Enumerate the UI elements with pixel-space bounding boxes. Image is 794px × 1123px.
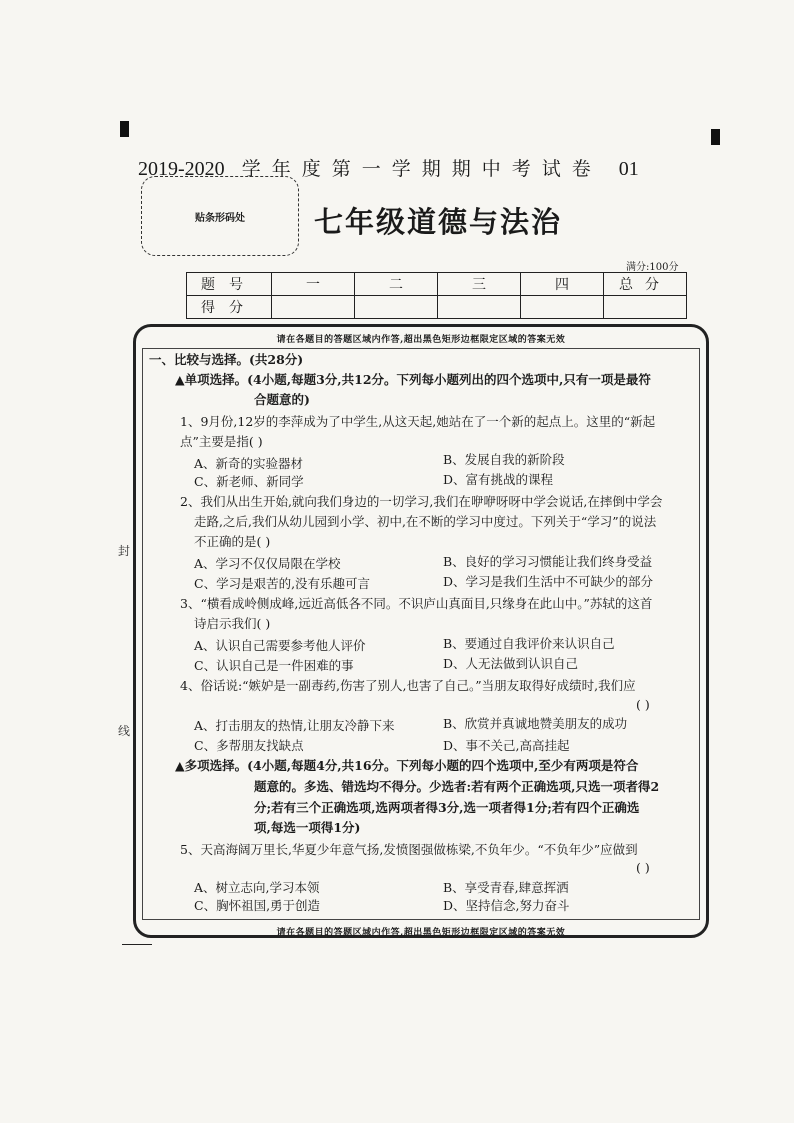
registration-mark-right: [711, 129, 720, 145]
side-char-line: 线: [118, 724, 131, 738]
q3-stem: 3、“横看成岭侧成峰,远近高低各不同。不识庐山真面目,只缘身在此山中。”苏轼的这首: [180, 596, 653, 611]
score-table-header-row: [187, 273, 687, 296]
q4-option-c[interactable]: C、多帮朋友找缺点: [194, 738, 304, 753]
score-input-total[interactable]: [604, 296, 687, 319]
score-table-score-row: [187, 296, 687, 319]
q3-option-d[interactable]: D、人无法做到认识自己: [443, 656, 579, 671]
q4-answer-bracket[interactable]: ( ): [636, 697, 650, 712]
q4-option-b[interactable]: B、欣赏并真诚地赞美朋友的成功: [443, 716, 628, 731]
notice-bottom: 请在各题目的答题区域内作答,超出黑色矩形边框限定区域的答案无效: [276, 928, 566, 938]
q1-stem: 1、9月份,12岁的李萍成为了中学生,从这天起,她站在了一个新的起点上。这里的“新起: [180, 414, 656, 429]
score-cell-2: 二: [355, 273, 438, 296]
multi-choice-intro: ▲多项选择。(4小题,每题4分,共16分。下列每小题的四个选项中,至少有两项是符合: [175, 758, 639, 773]
score-cell-3: 三: [438, 273, 521, 296]
score-table: [186, 272, 687, 319]
q2-stem-cont2: 不正确的是( ): [194, 534, 271, 549]
score-input-2[interactable]: [355, 296, 438, 319]
q2-option-a[interactable]: A、学习不仅仅局限在学校: [194, 556, 341, 571]
bottom-rule: [122, 944, 152, 945]
single-choice-intro-cont: 合题意的): [254, 392, 310, 407]
q2-option-b[interactable]: B、良好的学习习惯能让我们终身受益: [443, 554, 653, 569]
score-row-label: 得分: [187, 296, 272, 319]
q3-option-b[interactable]: B、要通过自我评价来认识自己: [443, 636, 615, 651]
notice-top: 请在各题目的答题区域内作答,超出黑色矩形边框限定区域的答案无效: [276, 335, 566, 345]
exam-title-text: 学年度第一学期期中考试卷: [241, 158, 602, 180]
single-choice-intro: ▲单项选择。(4小题,每题3分,共12分。下列每小题列出的四个选项中,只有一项是最符: [175, 372, 651, 387]
q4-option-a[interactable]: A、打击朋友的热情,让朋友冷静下来: [194, 718, 395, 733]
q1-option-d[interactable]: D、富有挑战的课程: [443, 472, 554, 487]
q2-option-d[interactable]: D、学习是我们生活中不可缺少的部分: [443, 574, 654, 589]
multi-choice-intro-4: 项,每选一项得1分): [254, 820, 361, 835]
q5-option-d[interactable]: D、坚持信念,努力奋斗: [443, 898, 570, 913]
subject-title: 七年级道德与法治: [314, 205, 563, 239]
q3-option-c[interactable]: C、认识自己是一件困难的事: [194, 658, 354, 673]
multi-choice-intro-3: 分;若有三个正确选项,选两项者得3分,选一项者得1分;若有四个正确选: [254, 800, 640, 815]
barcode-area: [141, 176, 299, 256]
q1-option-c[interactable]: C、新老师、新同学: [194, 474, 304, 489]
q3-stem-cont: 诗启示我们( ): [194, 616, 271, 631]
q2-stem-cont: 走路,之后,我们从幼儿园到小学、初中,在不断的学习中度过。下列关于“学习”的说法: [194, 514, 657, 529]
multi-choice-intro-2: 题意的。多选、错选均不得分。少选者:若有两个正确选项,只选一项者得2: [254, 779, 660, 794]
q1-option-b[interactable]: B、发展自我的新阶段: [443, 452, 565, 467]
score-cell-label: 题号: [187, 273, 272, 296]
q2-option-c[interactable]: C、学习是艰苦的,没有乐趣可言: [194, 576, 371, 591]
q4-stem: 4、俗话说:“嫉妒是一副毒药,伤害了别人,也害了自己。”当朋友取得好成绩时,我们应: [180, 678, 636, 693]
q1-option-a[interactable]: A、新奇的实验器材: [194, 456, 304, 471]
score-input-1[interactable]: [272, 296, 355, 319]
q1-stem-cont: 点”主要是指( ): [180, 434, 263, 449]
score-input-3[interactable]: [438, 296, 521, 319]
registration-mark-left: [120, 121, 129, 137]
score-cell-total: 总分: [604, 273, 687, 296]
q5-option-c[interactable]: C、胸怀祖国,勇于创造: [194, 898, 321, 913]
full-score: 满分:100分: [626, 262, 679, 273]
score-input-4[interactable]: [521, 296, 604, 319]
side-char-seal: 封: [118, 544, 131, 558]
score-cell-1: 一: [272, 273, 355, 296]
exam-year: 2019-2020: [138, 158, 225, 180]
q3-option-a[interactable]: A、认识自己需要参考他人评价: [194, 638, 366, 653]
q4-option-d[interactable]: D、事不关己,高高挂起: [443, 738, 570, 753]
q5-option-b[interactable]: B、享受青春,肆意挥洒: [443, 880, 569, 895]
score-cell-4: 四: [521, 273, 604, 296]
exam-number: 01: [618, 158, 639, 180]
q2-stem: 2、我们从出生开始,就向我们身边的一切学习,我们在咿咿呀呀中学会说话,在摔倒中学会: [180, 494, 663, 509]
barcode-label: 贴条形码处: [195, 212, 245, 224]
q5-stem: 5、天高海阔万里长,华夏少年意气扬,发愤图强做栋梁,不负年少。“不负年少”应做到: [180, 842, 638, 857]
q5-answer-bracket[interactable]: ( ): [636, 860, 650, 875]
q5-option-a[interactable]: A、树立志向,学习本领: [194, 880, 320, 895]
section-heading: 一、比较与选择。(共28分): [149, 352, 304, 367]
